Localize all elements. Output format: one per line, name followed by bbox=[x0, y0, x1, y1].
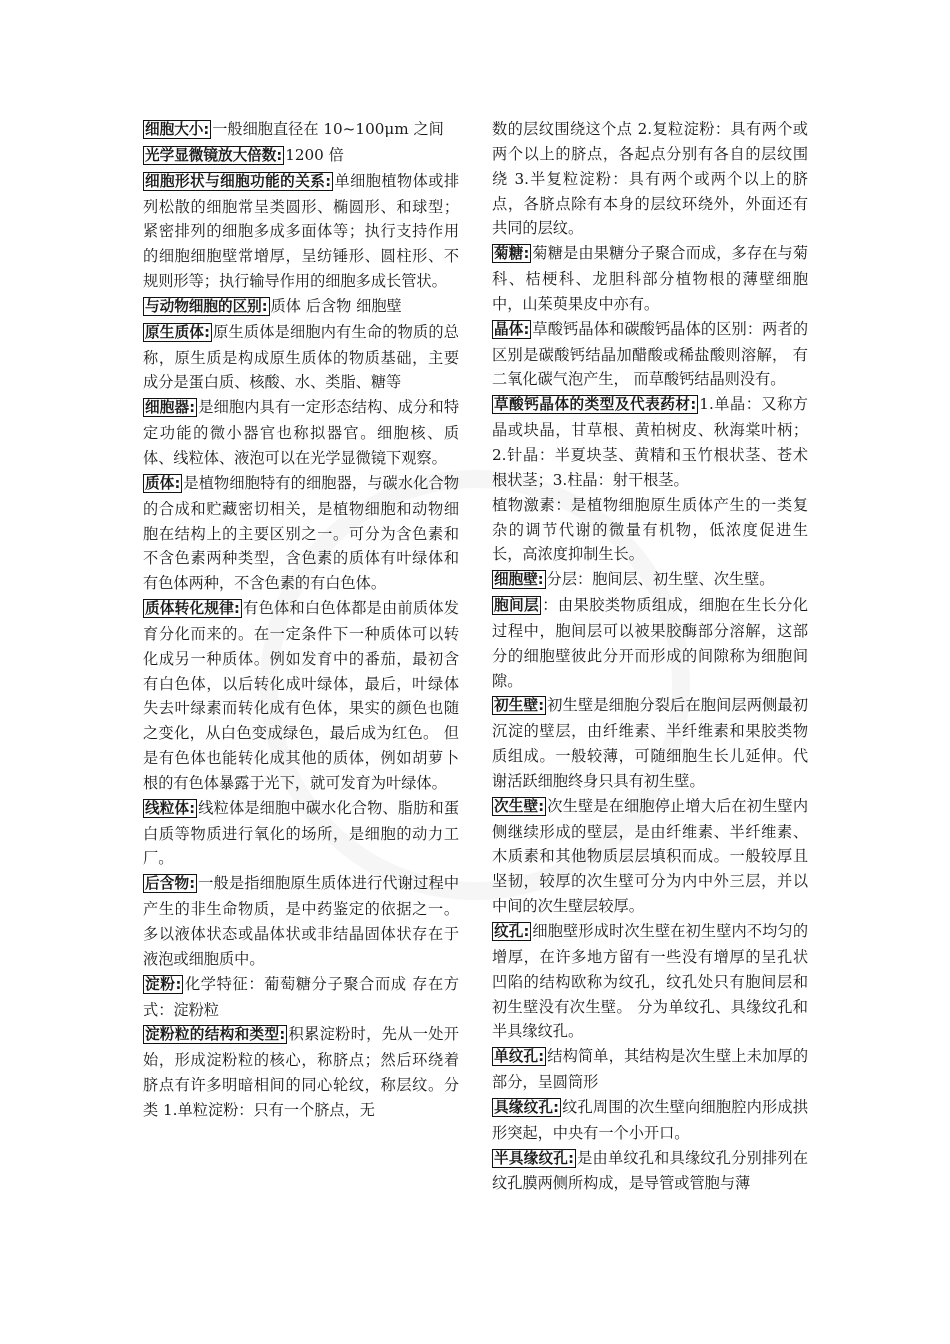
term-definition: 数的层纹围绕这个点 2.复粒淀粉：具有两个或两个以上的脐点，各起点分别有各自的层纹围绕 3.半复粒淀粉：具有两个或两个以上的脐点，各脐点除有本身的层纹环绕外，外面还有共同的层纹。 bbox=[492, 120, 808, 238]
note-entry bbox=[492, 1044, 808, 1095]
note-entry bbox=[492, 117, 808, 241]
term-definition: 是细胞内具有一定形态结构、成分和特定功能的微小器官也称拟器官。细胞核、质体、线粒体、液泡可以在光学显微镜下观察。 bbox=[143, 398, 460, 467]
note-entry bbox=[143, 796, 459, 872]
term-definition: 1200 倍 bbox=[285, 145, 344, 164]
term-definition: 纹孔周围的次生壁向细胞腔内形成拱形突起，中央有一个小开口。 bbox=[492, 1097, 808, 1142]
term-label: 纹孔: bbox=[494, 923, 530, 940]
note-entry bbox=[492, 567, 808, 593]
note-entry bbox=[143, 395, 459, 471]
term-label: 后含物: bbox=[145, 875, 196, 893]
term-definition: 原生质体是细胞内有生命的物质的总称，原生质是构成原生质体的物质基础，主要成分是蛋白质、核酸、水、类脂、糖等 bbox=[143, 322, 459, 392]
term-label: 初生壁: bbox=[494, 697, 545, 715]
term-definition: 初生壁是细胞分裂后在胞间层两侧最初沉淀的壁层，由纤维素、半纤维素和果胶类物质组成。一般较薄，可随细胞生长儿延伸。代谢活跃细胞终身只具有初生壁。 bbox=[492, 696, 809, 790]
term-definition: 次生壁是在细胞停止增大后在初生壁内侧继续形成的壁层，是由纤维素、半纤维素、木质素和其他物质层层填积而成。一般较厚且坚韧，较厚的次生壁可分为内中外三层，并以中间的次生壁层较厚。 bbox=[492, 796, 809, 916]
term-label: 淀粉粒的结构和类型: bbox=[145, 1026, 286, 1044]
term-definition: 1.单晶：又称方晶或块晶，甘草根、黄柏树皮、秋海棠叶柄；2.针晶：半夏块茎、黄精和玉竹根状茎、苍术根状茎；3.柱晶：射干根茎。 bbox=[492, 395, 808, 489]
term-definition: 细胞壁形成时次生壁在初生壁内不均匀的增厚，在许多地方留有一些没有增厚的呈孔状凹陷的结构欧称为纹孔，纹孔处只有胞间层和初生壁没有次生壁。 分为单纹孔、具缘纹孔和半具缘纹孔。 bbox=[492, 922, 809, 1041]
term-label: 线粒体: bbox=[145, 799, 196, 817]
term-definition: 化学特征：葡萄糖分子聚合而成 存在方式：淀粉粒 bbox=[143, 974, 460, 1019]
term-label: 淀粉: bbox=[145, 975, 182, 993]
term-label: 草酸钙晶体的类型及代表药材: bbox=[494, 396, 697, 414]
note-entry bbox=[143, 596, 459, 796]
term-definition: 一般细胞直径在 10~100μm 之间 bbox=[212, 120, 444, 138]
term-definition: 菊糖是由果糖分子聚合而成，多存在与菊科、桔梗科、龙胆科部分植物根的薄壁细胞中，山茱萸果皮中亦有。 bbox=[492, 244, 809, 313]
right-text-column bbox=[492, 117, 808, 1196]
term-label: 菊糖: bbox=[494, 245, 530, 263]
term-label: 光学显微镜放大倍数: bbox=[145, 146, 283, 164]
term-label: 单纹孔: bbox=[494, 1048, 545, 1066]
left-text-column bbox=[143, 117, 459, 1123]
note-entry bbox=[143, 871, 459, 971]
note-entry bbox=[143, 117, 459, 143]
term-definition: ：由果胶类物质组成，细胞在生长分化过程中，胞间层可以被果胶酶部分溶解，这部分的细胞壁彼此分开而形成的间隙称为细胞间隙。 bbox=[492, 596, 808, 690]
note-entry bbox=[143, 143, 459, 169]
note-entry bbox=[143, 320, 459, 396]
note-entry bbox=[143, 169, 459, 294]
term-definition: 草酸钙晶体和碳酸钙晶体的区别：两者的区别是碳酸钙结晶加醋酸或稀盐酸则溶解， 有二氧化碳气泡产生， 而草酸钙结晶则没有。 bbox=[492, 319, 809, 389]
term-definition: 结构简单，其结构是次生壁上未加厚的部分，呈圆筒形 bbox=[492, 1047, 809, 1092]
term-label: 细胞器: bbox=[145, 399, 196, 417]
term-definition: 是植物细胞特有的细胞器，与碳水化合物的合成和贮藏密切相关，是植物细胞和动物细胞在结构上的主要区别之一。可分为含色素和不含色素两种类型，含色素的质体有叶绿体和有色体两种，不含色素的有白色体。 bbox=[143, 473, 460, 593]
note-entry bbox=[492, 317, 808, 393]
term-label: 质体: bbox=[145, 474, 181, 492]
term-definition: 单细胞植物体或排列松散的细胞常呈类圆形、椭圆形、和球型；紧密排列的细胞多成多面体等；执行支持作用的细胞细胞壁常增厚，呈纺锤形、圆柱形、不规则形等；执行输导作用的细胞多成长管状。 bbox=[143, 171, 460, 291]
note-entry bbox=[492, 392, 808, 492]
note-entry bbox=[143, 1022, 459, 1122]
term-label: 与动物细胞的区别: bbox=[145, 297, 268, 315]
term-label: 次生壁: bbox=[494, 797, 545, 815]
term-label: 细胞形状与细胞功能的关系: bbox=[145, 172, 332, 190]
term-definition: 是由单纹孔和具缘纹孔分别排列在纹孔膜两侧所构成，是导管或管胞与薄 bbox=[492, 1148, 808, 1193]
term-definition: 有色体和白色体都是由前质体发育分化而来的。在一定条件下一种质体可以转化成另一种质体。例如发育中的番茄，最初含有白色体，以后转化成叶绿体，最后，叶绿体失去叶绿素而转化成有色体，果实的颜色也随之变化，从白色变成绿色，最后成为红色。 但是有色体也能转化成其他的质体，例如胡萝卜根的有色体暴露于光下，就可发育为叶绿体。 bbox=[143, 599, 459, 792]
term-label: 质体转化规律: bbox=[145, 600, 240, 618]
term-definition: 植物激素：是植物细胞原生质体产生的一类复杂的调节代谢的微量有机物，低浓度促进生长，高浓度抑制生长。 bbox=[492, 495, 808, 564]
term-definition: 一般是指细胞原生质体进行代谢过程中产生的非生命物质，是中药鉴定的依据之一。多以液体状态或晶体状或非结晶固体状存在于液泡或细胞质中。 bbox=[143, 874, 460, 968]
note-entry bbox=[492, 1095, 808, 1146]
term-label: 半具缘纹孔: bbox=[494, 1149, 574, 1167]
term-label: 胞间层 bbox=[494, 597, 540, 615]
note-entry bbox=[492, 593, 808, 693]
note-entry bbox=[492, 919, 808, 1044]
term-definition: 积累淀粉时，先从一处开始，形成淀粉粒的核心，称脐点；然后环绕着脐点有许多明暗相间的同心轮纹，称层纹。分类 1.单粒淀粉：只有一个脐点，无 bbox=[143, 1025, 459, 1119]
term-label: 原生质体: bbox=[145, 323, 210, 341]
term-label: 具缘纹孔: bbox=[494, 1098, 559, 1116]
term-definition: 质体 后含物 细胞壁 bbox=[270, 296, 402, 315]
note-entry bbox=[143, 471, 459, 596]
note-entry bbox=[492, 794, 808, 919]
note-entry bbox=[143, 294, 459, 320]
note-entry bbox=[143, 972, 459, 1023]
term-label: 晶体: bbox=[494, 320, 530, 338]
note-entry bbox=[492, 693, 808, 793]
term-definition: 线粒体是细胞中碳水化合物、脂肪和蛋白质等物质进行氧化的场所，是细胞的动力工厂。 bbox=[143, 798, 460, 868]
term-label: 细胞大小: bbox=[145, 121, 210, 138]
note-entry bbox=[492, 241, 808, 317]
term-label: 细胞壁: bbox=[494, 571, 544, 589]
note-entry bbox=[492, 1146, 808, 1197]
term-definition: 分层：胞间层、初生壁、次生壁。 bbox=[546, 570, 775, 589]
note-entry bbox=[492, 493, 808, 568]
